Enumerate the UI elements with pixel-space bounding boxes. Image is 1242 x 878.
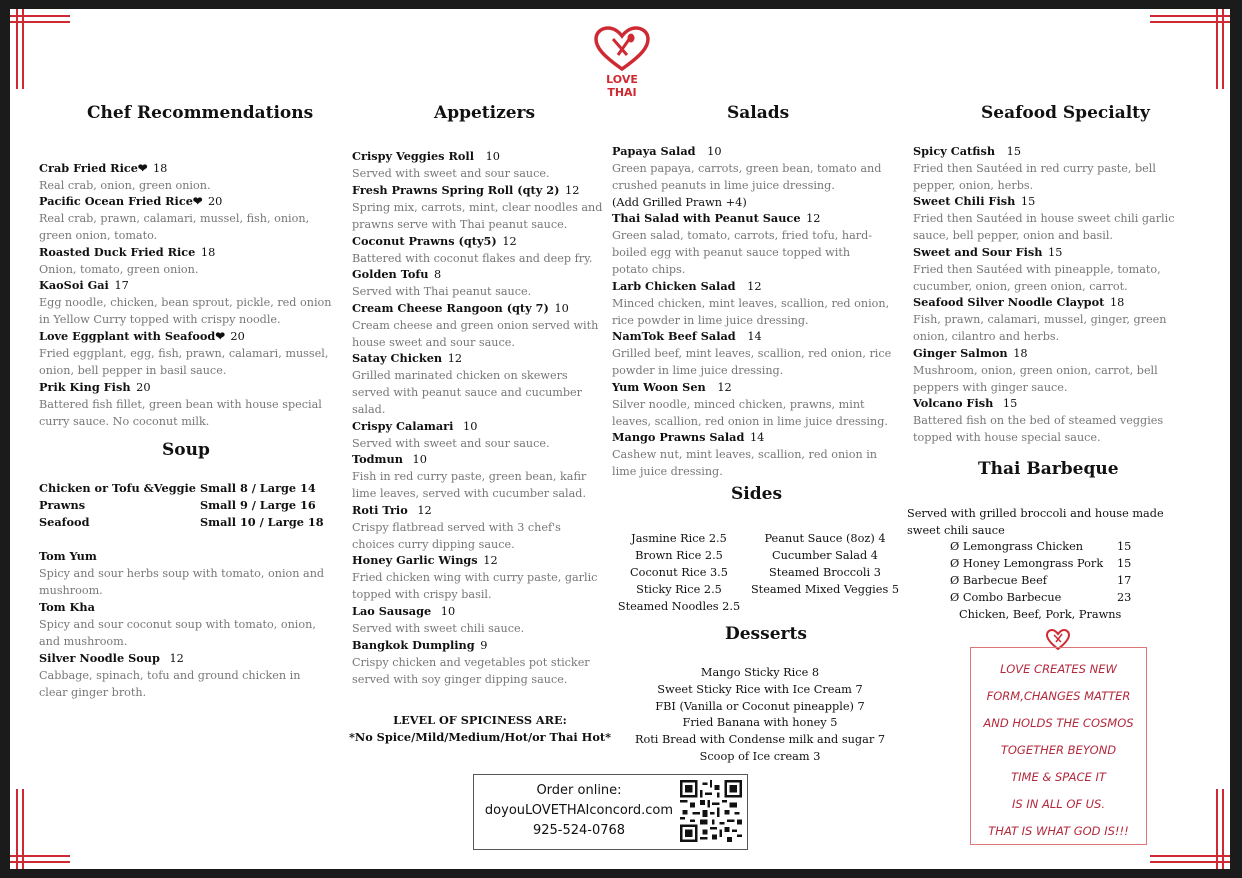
bbq-item-name: Ø Barbecue Beef — [950, 574, 1047, 587]
side-item: Brown Rice 2.5 — [635, 549, 723, 562]
chef-item: Pacific Ocean Fried Rice❤ 20 — [39, 194, 223, 208]
seafood-item: Sweet Chili Fish 15 — [913, 194, 1036, 208]
sides-title: Sides — [731, 484, 783, 504]
brand-logo — [592, 25, 652, 99]
chef-item-desc: Battered fish fillet, green bean with house special curry sauce. No coconut milk. — [39, 398, 322, 428]
appetizer-item-desc: Spring mix, carrots, mint, clear noodles and prawns serve with Thai peanut sauce. — [352, 201, 603, 231]
appetizer-item: Lao Sausage 10 — [352, 604, 456, 618]
seafood-item-desc: Mushroom, onion, green onion, carrot, bell peppers with ginger sauce. — [913, 364, 1158, 394]
appetizer-item-desc: Served with sweet and sour sauce. — [352, 167, 550, 180]
salad-item-desc: Cashew nut, mint leaves, scallion, red onion in lime juice dressing. — [612, 448, 878, 478]
bbq-item-price: 17 — [1117, 574, 1132, 587]
appetizer-item: Honey Garlic Wings 12 — [352, 553, 498, 567]
side-item: Sticky Rice 2.5 — [636, 583, 722, 596]
appetizer-item-desc: Battered with coconut flakes and deep fry. — [352, 252, 593, 265]
seafood-item-desc: Battered fish on the bed of steamed veggies topped with house special sauce. — [913, 414, 1164, 444]
appetizer-item: Satay Chicken 12 — [352, 351, 463, 365]
salads-title: Salads — [727, 103, 790, 123]
soup-size-name: Prawns — [39, 498, 86, 512]
corner-frame-top-left — [10, 9, 70, 89]
salad-item: NamTok Beef Salad 14 — [612, 329, 762, 343]
chef-item: Prik King Fish 20 — [39, 380, 151, 394]
spice-level-options: *No Spice/Mild/Medium/Hot/or Thai Hot* — [348, 730, 611, 744]
quote-line: FORM,CHANGES MATTER — [986, 689, 1131, 703]
brand-name: LOVE THAI — [606, 73, 638, 99]
salad-item-desc: Grilled beef, mint leaves, scallion, red onion, rice powder in lime juice dressing. — [612, 347, 892, 377]
order-online-label: Order online: — [536, 783, 622, 798]
side-item: Jasmine Rice 2.5 — [631, 532, 727, 545]
soup-item-desc: Spicy and sour herbs soup with tomato, onion and mushroom. — [39, 567, 325, 597]
soup-size-name: Chicken or Tofu &Veggie — [39, 481, 196, 495]
appetizer-item-desc: Crispy chicken and vegetables pot sticker served with soy ginger dipping sauce. — [352, 656, 590, 686]
appetizer-item: Coconut Prawns (qty5) 12 — [352, 234, 517, 248]
side-item: Steamed Noodles 2.5 — [617, 600, 741, 613]
soup-item: Tom Yum — [39, 549, 97, 563]
soup-title: Soup — [162, 440, 210, 460]
appetizer-item-desc: Fried chicken wing with curry paste, garlic topped with crispy basil. — [352, 571, 598, 601]
appetizer-item-desc: Crispy flatbread served with 3 chef's choices curry dipping sauce. — [352, 521, 561, 551]
appetizer-item-desc: Served with sweet chili sauce. — [352, 622, 525, 635]
appetizer-item-desc: Served with Thai peanut sauce. — [352, 285, 532, 298]
soup-item: Silver Noodle Soup 12 — [39, 651, 184, 665]
seafood-item: Volcano Fish 15 — [913, 396, 1018, 410]
bbq-intro: Served with grilled broccoli and house made — [907, 507, 1164, 520]
heart-fork-spoon-icon — [592, 25, 652, 73]
chef-item: Roasted Duck Fried Rice 18 — [39, 245, 216, 259]
quote-line: THAT IS WHAT GOD IS!!! — [988, 824, 1129, 838]
soup-item-desc: Cabbage, spinach, tofu and ground chicken in clear ginger broth. — [39, 669, 301, 699]
bbq-item-name: Ø Lemongrass Chicken — [950, 540, 1084, 553]
quote-line: TIME & SPACE IT — [1011, 770, 1106, 784]
side-item: Cucumber Salad 4 — [772, 549, 878, 562]
dessert-item: Mango Sticky Rice 8 — [700, 666, 820, 679]
menu-sheet — [10, 9, 1230, 869]
dessert-item: Scoop of Ice cream 3 — [699, 750, 821, 763]
chef-item: Love Eggplant with Seafood❤ 20 — [39, 329, 245, 343]
seafood-item: Seafood Silver Noodle Claypot 18 — [913, 295, 1125, 309]
desserts-title: Desserts — [725, 624, 807, 644]
seafood-item-desc: Fish, prawn, calamari, mussel, ginger, green onion, cilantro and herbs. — [913, 313, 1167, 343]
bbq-title: Thai Barbeque — [978, 459, 1119, 479]
corner-frame-bottom-right — [1150, 789, 1230, 869]
quote-line: LOVE CREATES NEW — [1000, 662, 1117, 676]
love-quote-box — [970, 647, 1147, 845]
dessert-item: Roti Bread with Condense milk and sugar 7 — [634, 733, 886, 746]
chef-item: KaoSoi Gai 17 — [39, 278, 129, 292]
salad-item-desc: Silver noodle, minced chicken, prawns, mint leaves, scallion, red onion in lime juice dressing. — [612, 398, 888, 428]
side-item: Coconut Rice 3.5 — [630, 566, 728, 579]
chef-item: Crab Fried Rice❤ 18 — [39, 161, 168, 175]
chef-item-desc: Fried eggplant, egg, fish, prawn, calamari, mussel, onion, bell pepper in basil sauce. — [39, 347, 329, 377]
bbq-item-price: 15 — [1117, 540, 1132, 553]
seafood-item-desc: Fried then Sautéed with pineapple, tomato, cucumber, onion, green onion, carrot. — [913, 263, 1161, 293]
qr-code-icon[interactable] — [680, 780, 742, 842]
bbq-item-price: 15 — [1117, 557, 1132, 570]
salad-item-desc: Green salad, tomato, carrots, fried tofu, hard-boiled egg with peanut sauce topped with potato chips. — [612, 229, 873, 276]
appetizers-title: Appetizers — [434, 103, 536, 123]
side-item: Peanut Sauce (8oz) 4 — [764, 532, 886, 545]
quote-line: AND HOLDS THE COSMOS — [983, 716, 1134, 730]
salad-item-desc: Green papaya, carrots, green bean, tomato and crushed peanuts in lime juice dressing. — [612, 162, 882, 192]
chef-item-desc: Real crab, onion, green onion. — [39, 179, 211, 192]
spice-level-heading: LEVEL OF SPICINESS ARE: — [393, 713, 567, 727]
corner-frame-top-right — [1150, 9, 1230, 89]
appetizer-item: Golden Tofu 8 — [352, 267, 442, 281]
bbq-item-name: Ø Combo Barbecue — [950, 591, 1062, 604]
seafood-item-desc: Fried then Sautéed in red curry paste, bell pepper, onion, herbs. — [913, 162, 1156, 192]
salad-item-addon: (Add Grilled Prawn +4) — [612, 196, 747, 209]
chef-item-desc: Egg noodle, chicken, bean sprout, pickle, red onion in Yellow Curry topped with crispy noodle. — [39, 296, 332, 326]
soup-size-name: Seafood — [39, 515, 90, 529]
appetizer-item: Crispy Veggies Roll 10 — [352, 149, 500, 163]
soup-size-price: Small 8 / Large 14 — [200, 481, 316, 495]
seafood-item: Sweet and Sour Fish 15 — [913, 245, 1063, 259]
appetizer-item: Fresh Prawns Spring Roll (qty 2) 12 — [352, 183, 580, 197]
appetizer-item: Todmun 10 — [352, 452, 427, 466]
salad-item: Mango Prawns Salad 14 — [612, 430, 765, 444]
side-item: Steamed Broccoli 3 — [769, 566, 881, 579]
salad-item-desc: Minced chicken, mint leaves, scallion, red onion, rice powder in lime juice dressing. — [612, 297, 890, 327]
dessert-item: Sweet Sticky Rice with Ice Cream 7 — [657, 683, 863, 696]
quote-line: TOGETHER BEYOND — [1000, 743, 1117, 757]
bbq-item-price: 23 — [1117, 591, 1132, 604]
side-item: Steamed Mixed Veggies 5 — [750, 583, 900, 596]
chef-title: Chef Recommendations — [87, 103, 314, 123]
appetizer-item: Crispy Calamari 10 — [352, 419, 478, 433]
salad-item: Yum Woon Sen 12 — [612, 380, 732, 394]
soup-size-price: Small 9 / Large 16 — [200, 498, 316, 512]
seafood-title: Seafood Specialty — [981, 103, 1150, 123]
dessert-item: Fried Banana with honey 5 — [682, 716, 838, 729]
seafood-item: Spicy Catfish 15 — [913, 144, 1022, 158]
appetizer-item-desc: Grilled marinated chicken on skewers served with peanut sauce and cucumber salad. — [352, 369, 583, 416]
appetizer-item: Cream Cheese Rangoon (qty 7) 10 — [352, 301, 569, 315]
bbq-combo-note: Chicken, Beef, Pork, Prawns — [959, 608, 1122, 621]
order-online-box — [473, 774, 748, 850]
salad-item: Thai Salad with Peanut Sauce 12 — [612, 211, 821, 225]
corner-frame-bottom-left — [10, 789, 70, 869]
appetizer-item-desc: Fish in red curry paste, green bean, kafir lime leaves, served with cucumber salad. — [352, 470, 587, 500]
soup-item: Tom Kha — [39, 600, 95, 614]
bbq-item-name: Ø Honey Lemongrass Pork — [950, 557, 1104, 570]
seafood-item: Ginger Salmon 18 — [913, 346, 1028, 360]
seafood-item-desc: Fried then Sautéed in house sweet chili garlic sauce, bell pepper, onion and basil. — [913, 212, 1175, 242]
chef-item-desc: Onion, tomato, green onion. — [39, 263, 199, 276]
quote-line: IS IN ALL OF US. — [1011, 797, 1106, 811]
bbq-intro: sweet chili sauce — [907, 524, 1005, 537]
appetizer-item-desc: Cream cheese and green onion served with house sweet and sour sauce. — [352, 319, 599, 349]
appetizer-item: Bangkok Dumpling 9 — [352, 638, 488, 652]
soup-item-desc: Spicy and sour coconut soup with tomato, onion, and mushroom. — [39, 618, 316, 648]
dessert-item: FBI (Vanilla or Coconut pineapple) 7 — [655, 700, 865, 713]
chef-item-desc: Real crab, prawn, calamari, mussel, fish, onion, green onion, tomato. — [39, 212, 310, 242]
appetizer-item-desc: Served with sweet and sour sauce. — [352, 437, 550, 450]
order-phone: 925-524-0768 — [532, 823, 626, 838]
salad-item: Larb Chicken Salad 12 — [612, 279, 762, 293]
soup-size-price: Small 10 / Large 18 — [200, 515, 324, 529]
salad-item: Papaya Salad 10 — [612, 144, 722, 158]
appetizer-item: Roti Trio 12 — [352, 503, 432, 517]
order-online-url[interactable]: doyouLOVETHAIconcord.com — [484, 803, 674, 818]
